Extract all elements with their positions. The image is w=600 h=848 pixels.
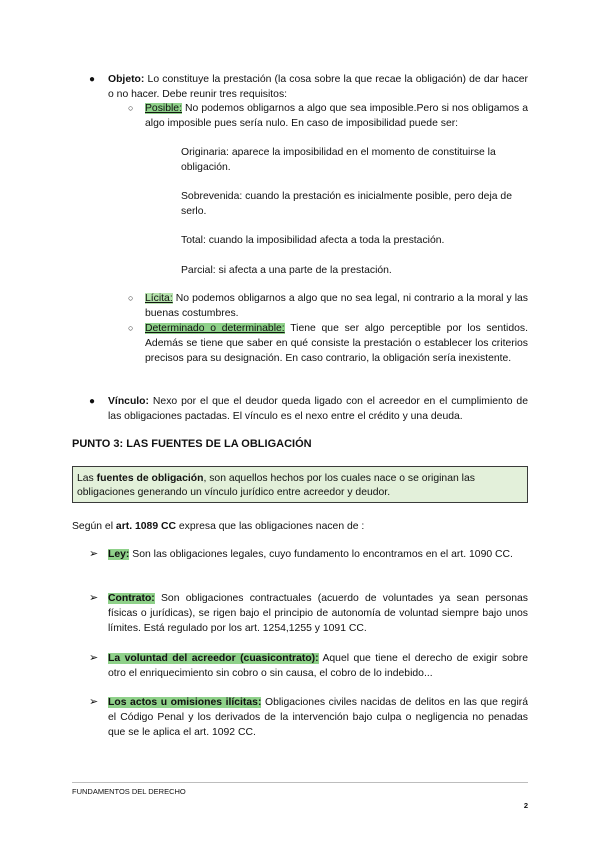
fuente-label: Los actos u omisiones ilícitas: bbox=[108, 697, 262, 708]
fuente-label: Contrato: bbox=[108, 593, 155, 604]
posible-text: No podemos obligarnos a algo que sea imposible.Pero si nos obligamos a algo imposible pues sería nulo. En caso de imposibilidad puede ser: bbox=[145, 103, 528, 129]
page-number: 2 bbox=[523, 801, 528, 810]
posible-paragraph bbox=[145, 101, 528, 131]
fuente-ley bbox=[108, 547, 528, 562]
fuente-label: Ley: bbox=[108, 549, 130, 560]
arrow-bullet: ➢ bbox=[89, 652, 99, 664]
sobrevenida-text: Sobrevenida: cuando la prestación es inicialmente posible, pero deja de serlo. bbox=[181, 191, 512, 217]
posible-label: Posible: bbox=[145, 103, 182, 114]
intro-post: expresa que las obligaciones nacen de : bbox=[176, 521, 365, 532]
determinado-label: Determinado o determinable: bbox=[145, 323, 285, 334]
objeto-label: Objeto: bbox=[108, 74, 145, 85]
bullet-dot: ● bbox=[89, 396, 96, 407]
box-bold: fuentes de obligación bbox=[96, 473, 204, 484]
footer-divider bbox=[72, 782, 528, 783]
section-title: PUNTO 3: LAS FUENTES DE LA OBLIGACIÓN bbox=[72, 438, 312, 450]
arrow-bullet: ➢ bbox=[89, 592, 99, 604]
total-text: Total: cuando la imposibilidad afecta a toda la prestación. bbox=[181, 235, 445, 246]
licita-paragraph bbox=[145, 291, 528, 321]
bullet-circle: ○ bbox=[128, 103, 134, 113]
footer-title: FUNDAMENTOS DEL DERECHO bbox=[72, 787, 186, 796]
determinado-paragraph bbox=[145, 321, 528, 366]
arrow-bullet: ➢ bbox=[89, 548, 99, 560]
box-pre: Las bbox=[77, 473, 97, 484]
licita-label: Lícita: bbox=[145, 293, 173, 304]
definition-box bbox=[72, 466, 528, 503]
intro-paragraph bbox=[72, 519, 528, 534]
fuente-text: Aquel que tiene el derecho de exigir sobre otro el enriquecimiento sin cobro o sin causa, el cobro de lo indebido... bbox=[108, 653, 529, 679]
objeto-paragraph bbox=[108, 72, 528, 102]
objeto-text: Lo constituye la prestación (la cosa sobre la que recae la obligación) de dar hacer o no hacer. Debe reunir tres requisitos: bbox=[108, 74, 528, 100]
fuente-text: Obligaciones civiles nacidas de delitos en las que regirá el Código Penal y los derivados de la intervención bajo culpa o negligencia no penadas que se le aplica el art. 1092 CC. bbox=[108, 697, 528, 738]
determinado-text: Tiene que ser algo perceptible por los sentidos. Además se tiene que saber en qué consiste la prestación o establecer los criterios precisos para su designación. En caso contrario, la obligación sería inexistente. bbox=[145, 323, 528, 364]
originaria-text: Originaria: aparece la imposibilidad en el momento de constituirse la obligación. bbox=[181, 147, 496, 173]
fuente-text: Son las obligaciones legales, cuyo fundamento lo encontramos en el art. 1090 CC. bbox=[129, 549, 513, 560]
fuente-text: Son obligaciones contractuales (acuerdo de voluntades ya sean personas físicas o jurídicas), se rigen bajo el principio de autonomía de voluntad siempre bajo unos límites. Está regulado por los art. 1254,1255 y 1091 CC. bbox=[108, 593, 528, 634]
fuente-label: La voluntad del acreedor (cuasicontrato): bbox=[108, 653, 319, 664]
intro-bold: art. 1089 CC bbox=[115, 521, 176, 532]
vinculo-label: Vínculo: bbox=[108, 396, 149, 407]
fuente-ilicitas bbox=[108, 695, 528, 740]
vinculo-paragraph bbox=[108, 394, 528, 424]
bullet-circle: ○ bbox=[128, 293, 134, 303]
bullet-dot: ● bbox=[89, 74, 96, 85]
vinculo-text: Nexo por el que el deudor queda ligado con el acreedor en el cumplimiento de las obligaciones pactadas. El vínculo es el nexo entre el crédito y una deuda. bbox=[108, 396, 528, 422]
fuente-cuasicontrato bbox=[108, 651, 528, 681]
arrow-bullet: ➢ bbox=[89, 696, 99, 708]
licita-text: No podemos obligarnos a algo que no sea legal, ni contrario a la moral y las buenas costumbres. bbox=[145, 293, 528, 319]
box-post: , son aquellos hechos por los cuales nace o se originan las obligaciones generando un vínculo jurídico entre acreedor y deudor. bbox=[77, 473, 475, 498]
parcial-text: Parcial: si afecta a una parte de la prestación. bbox=[181, 265, 392, 276]
intro-pre: Según el bbox=[72, 521, 116, 532]
fuente-contrato bbox=[108, 591, 528, 636]
bullet-circle: ○ bbox=[128, 323, 134, 333]
